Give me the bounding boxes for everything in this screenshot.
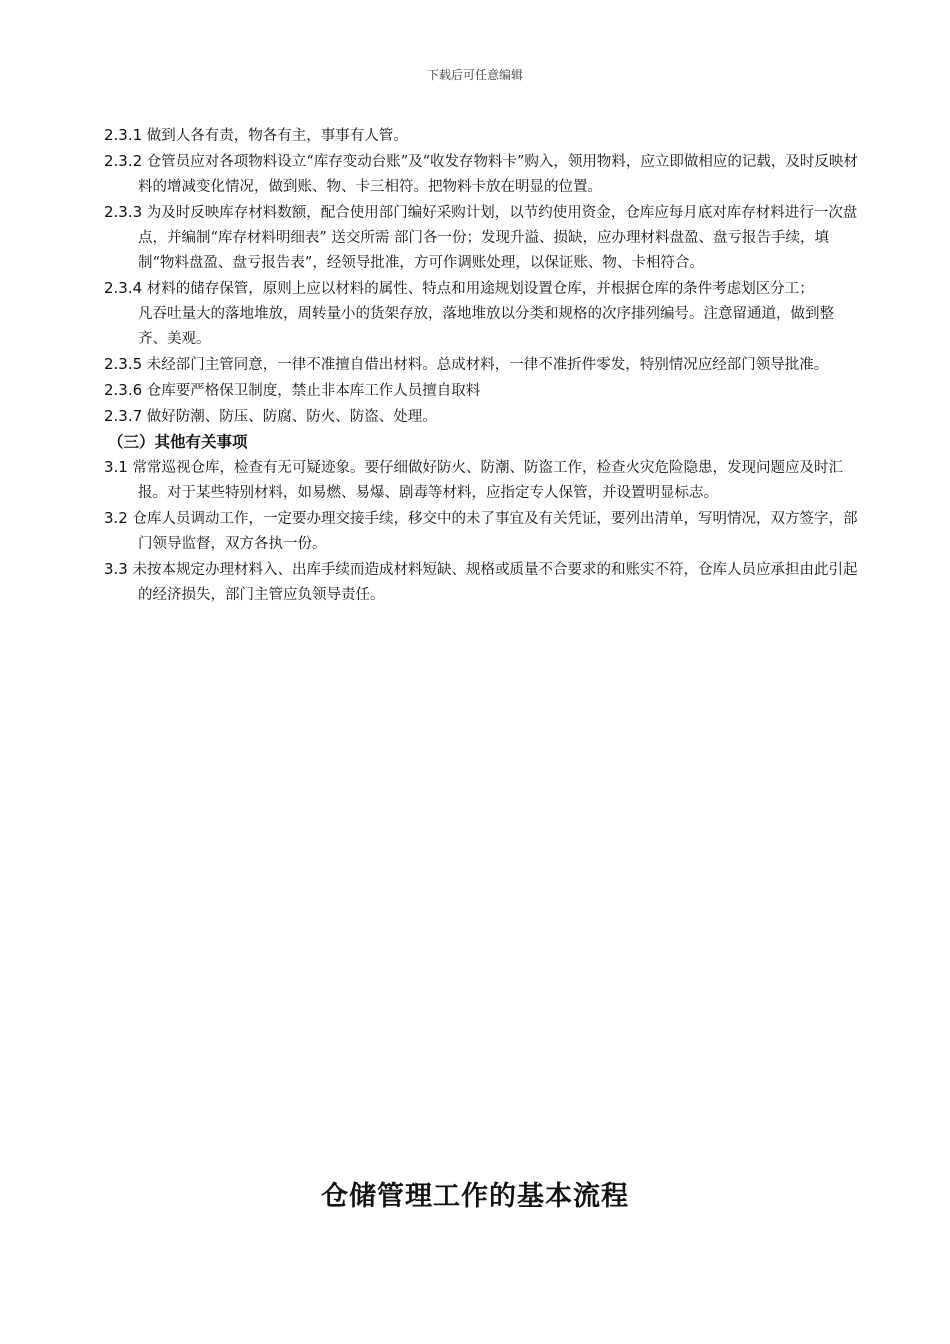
clause-2-3-6 [104, 378, 860, 404]
document-body [104, 123, 860, 608]
clause-2-3-4 [104, 276, 860, 302]
clause-2-3-4-continuation [104, 302, 860, 352]
document-title: 仓储管理工作的基本流程 [321, 1181, 629, 1212]
clause-text: 未经部门主管同意，一律不准擅自借出材料。总成材料，一律不准折件零发，特别情况应经部门领导批准。 [142, 357, 829, 373]
clause-text: 做好防潮、防压、防腐、防火、防盗、处理。 [142, 409, 437, 425]
clause-3-3 [104, 557, 860, 608]
clause-text: 凡吞吐量大的落地堆放，周转量小的货架存放，落地堆放以分类和规格的次序排列编号。注意留通道，做到整齐、美观。 [138, 306, 834, 347]
clause-2-3-3 [104, 200, 860, 276]
clause-2-3-2 [104, 149, 860, 200]
clause-text: 仓库要严格保卫制度，禁止非本库工作人员擅自取料 [142, 383, 481, 399]
clause-text: 为及时反映库存材料数额，配合使用部门编好采购计划，以节约使用资金，仓库应每月底对库存材料进行一次盘点，并编制“库存材料明细表” 送交所需 部门各一份；发现升溢、损缺，应办理材料盘盈、盘亏报告手续，填制“物料盘盈、盘亏报告表”，经领导批准，方可作调账处理，以保证账、物、卡相符合。 [138, 205, 858, 271]
clause-text: 做到人各有责，物各有主，事事有人管。 [142, 128, 408, 144]
clause-number: 2.3.1 [104, 126, 143, 144]
clause-2-3-1 [104, 123, 860, 149]
clause-number: 2.3.3 [104, 203, 143, 221]
clause-text: 仓管员应对各项物料设立“库存变动台账”及“收发存物料卡”购入，领用物料，应立即做相应的记载，及时反映材料的增减变化情况，做到账、物、卡三相符。把物料卡放在明显的位置。 [138, 154, 858, 195]
clause-number: 2.3.2 [104, 152, 143, 170]
page-header: 下载后可任意编辑 [426, 68, 523, 82]
clause-text: 未按本规定办理材料入、出库手续而造成材料短缺、规格或质量不合要求的和账实不符，仓库人员应承担由此引起的经济损失，部门主管应负领导责任。 [127, 562, 858, 603]
clause-number: 3.2 [104, 509, 128, 527]
clause-number: 3.3 [104, 560, 128, 578]
clause-number: 2.3.7 [104, 407, 143, 425]
clause-2-3-7 [104, 404, 860, 430]
clause-3-1 [104, 455, 860, 506]
clause-3-2 [104, 506, 860, 557]
clause-text: 常常巡视仓库，检查有无可疑迹象。要仔细做好防火、防潮、防盗工作，检查火灾危险隐患，发现问题应及时汇报。对于某些特别材料，如易燃、易爆、剧毒等材料，应指定专人保管，并设置明显标志。 [127, 460, 843, 501]
clause-2-3-5 [104, 352, 860, 378]
clause-text: 仓库人员调动工作，一定要办理交接手续，移交中的未了事宜及有关凭证，要列出清单，写明情况，双方签字，部门领导监督，双方各执一份。 [127, 511, 858, 552]
section-heading: （三）其他有关事项 [108, 433, 248, 451]
clause-number: 3.1 [104, 458, 128, 476]
clause-number: 2.3.5 [104, 355, 143, 373]
clause-number: 2.3.6 [104, 381, 143, 399]
clause-number: 2.3.4 [104, 279, 143, 297]
clause-text: 材料的储存保管，原则上应以材料的属性、特点和用途规划设置仓库，并根据仓库的条件考虑划区分工； [142, 281, 814, 297]
